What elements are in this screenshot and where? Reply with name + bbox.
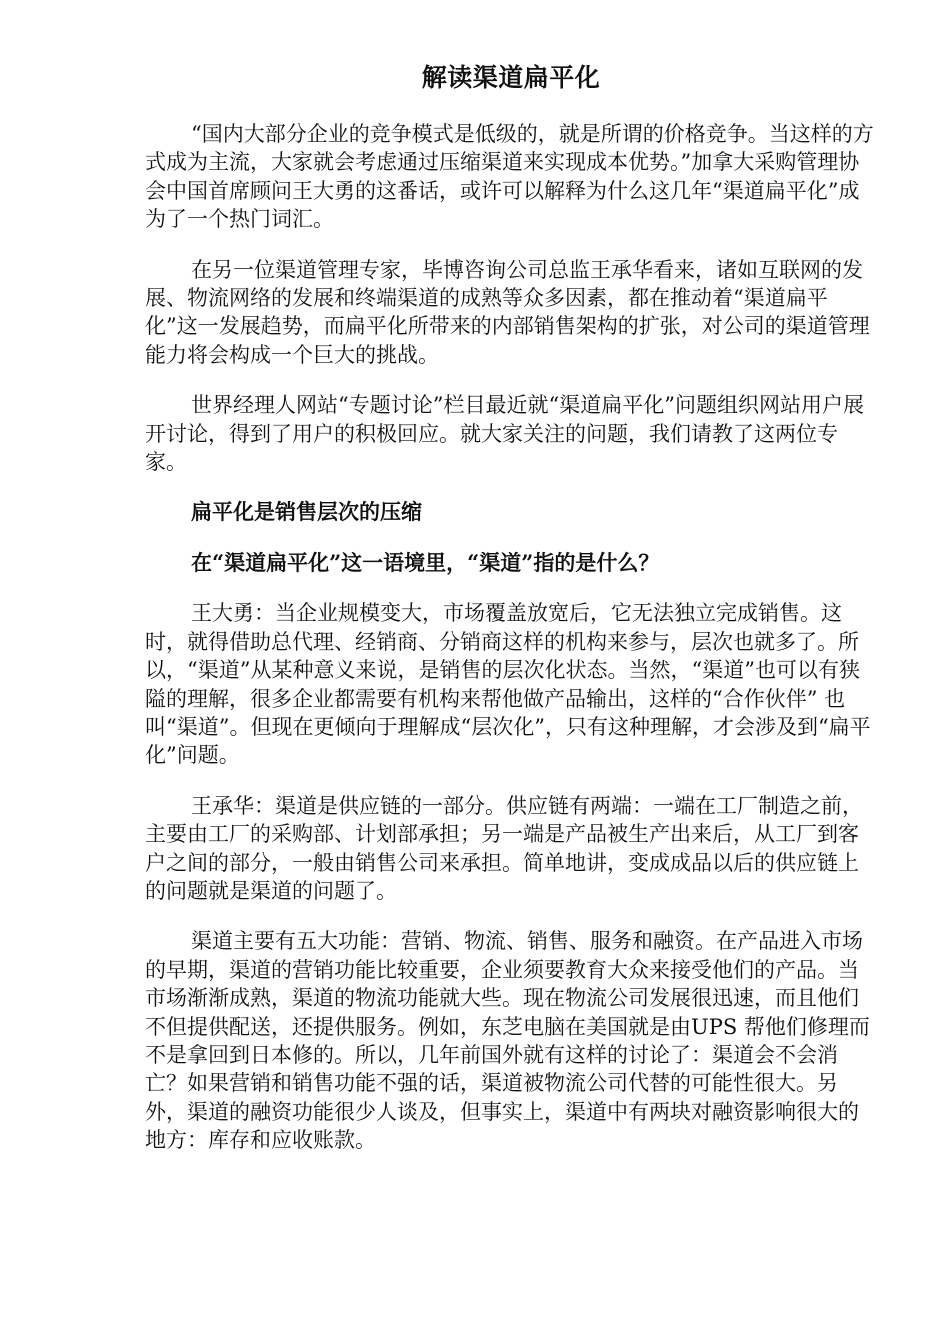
document-page [145,58,877,1177]
intro-paragraph-2: 在另一位渠道管理专家，毕博咨询公司总监王承华看来，诸如互联网的发展、物流网络的发展和终端渠道的成熟等众多因素，都在推动着“渠道扁平化”这一发展趋势，而扁平化所带来的内部销售架构的扩张，对公司的渠道管理能力将会构成一个巨大的挑战。 [145,257,870,367]
answer-paragraph-3: 渠道主要有五大功能：营销、物流、销售、服务和融资。在产品进入市场的早期，渠道的营销功能比较重要，企业须要教育大众来接受他们的产品。当市场渐渐成熟，渠道的物流功能就大些。现在物流公司发展很迅速，而且他们不但提供配送，还提供服务。例如，东芝电脑在美国就是由UPS 帮他们修理而 不是拿回到日本修的。所以，几年前国外就有这样的讨论了：渠道会不会消亡？如果营销和销售功能不强的话，渠道被物流公司代替的可能性很大。另外，渠道的融资功能很少人谈及，但事实上，渠道中有两块对融资影响很大的地方：库存和应收账款。 [145,929,870,1153]
intro-paragraph-3: 世界经理人网站“专题讨论”栏目最近就“渠道扁平化”问题组织网站用户展开讨论，得到了用户的积极回应。就大家关注的问题，我们请教了这两位专家。 [145,393,864,475]
answer-paragraph-2: 王承华：渠道是供应链的一部分。供应链有两端：一端在工厂制造之前，主要由工厂的采购部、计划部承担；另一端是产品被生产出来后，从工厂到客户之间的部分，一般由销售公司来承担。简单地讲，变成成品以后的供应链上的问题就是渠道的问题了。 [145,793,863,903]
answer-paragraph-1: 王大勇：当企业规模变大，市场覆盖放宽后，它无法独立完成销售。这时，就得借助总代理、经销商、分销商这样的机构来参与，层次也就多了。所以，“渠道”从某种意义来说，是销售的层次化状态。当然，“渠道”也可以有狭隘的理解，很多企业都需要有机构来帮他做产品输出，这样的“合作伙伴” 也叫“渠道”。但现在更倾向于理解成“层次化”，只有这种理解，才会涉及到“扁平化”问题。 [145,601,871,768]
intro-paragraph-1: “国内大部分企业的竞争模式是低级的，就是所谓的价格竞争。当这样的方式成为主流，大家就会考虑通过压缩渠道来实现成本优势。”加拿大采购管理协会中国首席顾问王大勇的这番话，或许可以解释为什么这几年“渠道扁平化”成为了一个热门词汇。 [145,122,874,232]
document-title: 解读渠道扁平化 [421,63,601,92]
section-heading: 扁平化是销售层次的压缩 [191,499,422,525]
question-heading: 在“渠道扁平化”这一语境里，“渠道”指的是什么？ [191,549,660,575]
